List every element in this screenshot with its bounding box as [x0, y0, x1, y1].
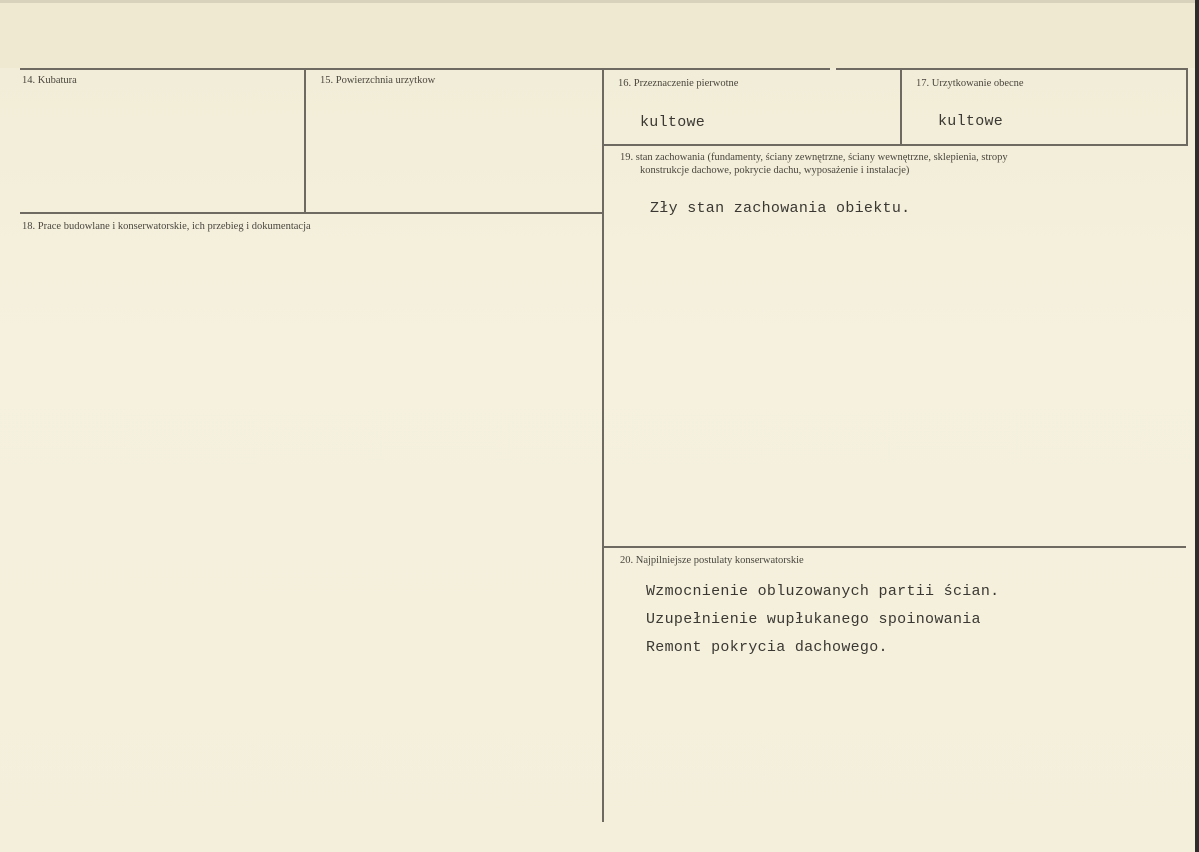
stan-zachowania-label-line1: 19. stan zachowania (fundamenty, ściany zewnętrzne, ściany wewnętrzne, sklepienia, stropy	[620, 152, 1008, 163]
postulaty-text	[646, 578, 999, 662]
divider-16-17	[900, 70, 902, 144]
postulaty-label: 20. Najpilniejsze postulaty konserwatorskie	[620, 555, 804, 566]
top-rule-left	[20, 68, 830, 70]
stan-zachowania-value: Zły stan zachowania obiektu.	[650, 200, 911, 217]
center-divider	[602, 70, 604, 822]
postulaty-line-3: Remont pokrycia dachowego.	[646, 639, 888, 656]
powierzchnia-label: 15. Powierzchnia urzytkow	[320, 75, 436, 86]
top-edge	[0, 0, 1199, 3]
postulaty-line-2: Uzupełnienie wupłukanego spoinowania	[646, 611, 981, 628]
rule-under-14-15	[20, 212, 602, 214]
postulaty-line-1: Wzmocnienie obluzowanych partii ścian.	[646, 583, 1000, 600]
right-border	[1186, 70, 1188, 144]
uzytkowanie-obecne-value: kultowe	[938, 113, 1004, 130]
kubatura-label: 14. Kubatura	[22, 75, 77, 86]
uzytkowanie-obecne-label: 17. Urzytkowanie obecne	[916, 78, 1024, 89]
top-rule-right	[836, 68, 1188, 70]
rule-above-20	[604, 546, 1186, 548]
right-edge	[1195, 0, 1199, 852]
przeznaczenie-pierwotne-label: 16. Przeznaczenie pierwotne	[618, 78, 739, 89]
divider-14-15	[304, 70, 306, 213]
stan-zachowania-label-line2: konstrukcje dachowe, pokrycie dachu, wyposażenie i instalacje)	[640, 165, 910, 176]
prace-budowlane-label: 18. Prace budowlane i konserwatorskie, ich przebieg i dokumentacja	[22, 221, 311, 232]
rule-under-16-17	[604, 144, 1188, 146]
top-margin	[0, 0, 1199, 68]
przeznaczenie-pierwotne-value: kultowe	[640, 114, 706, 131]
